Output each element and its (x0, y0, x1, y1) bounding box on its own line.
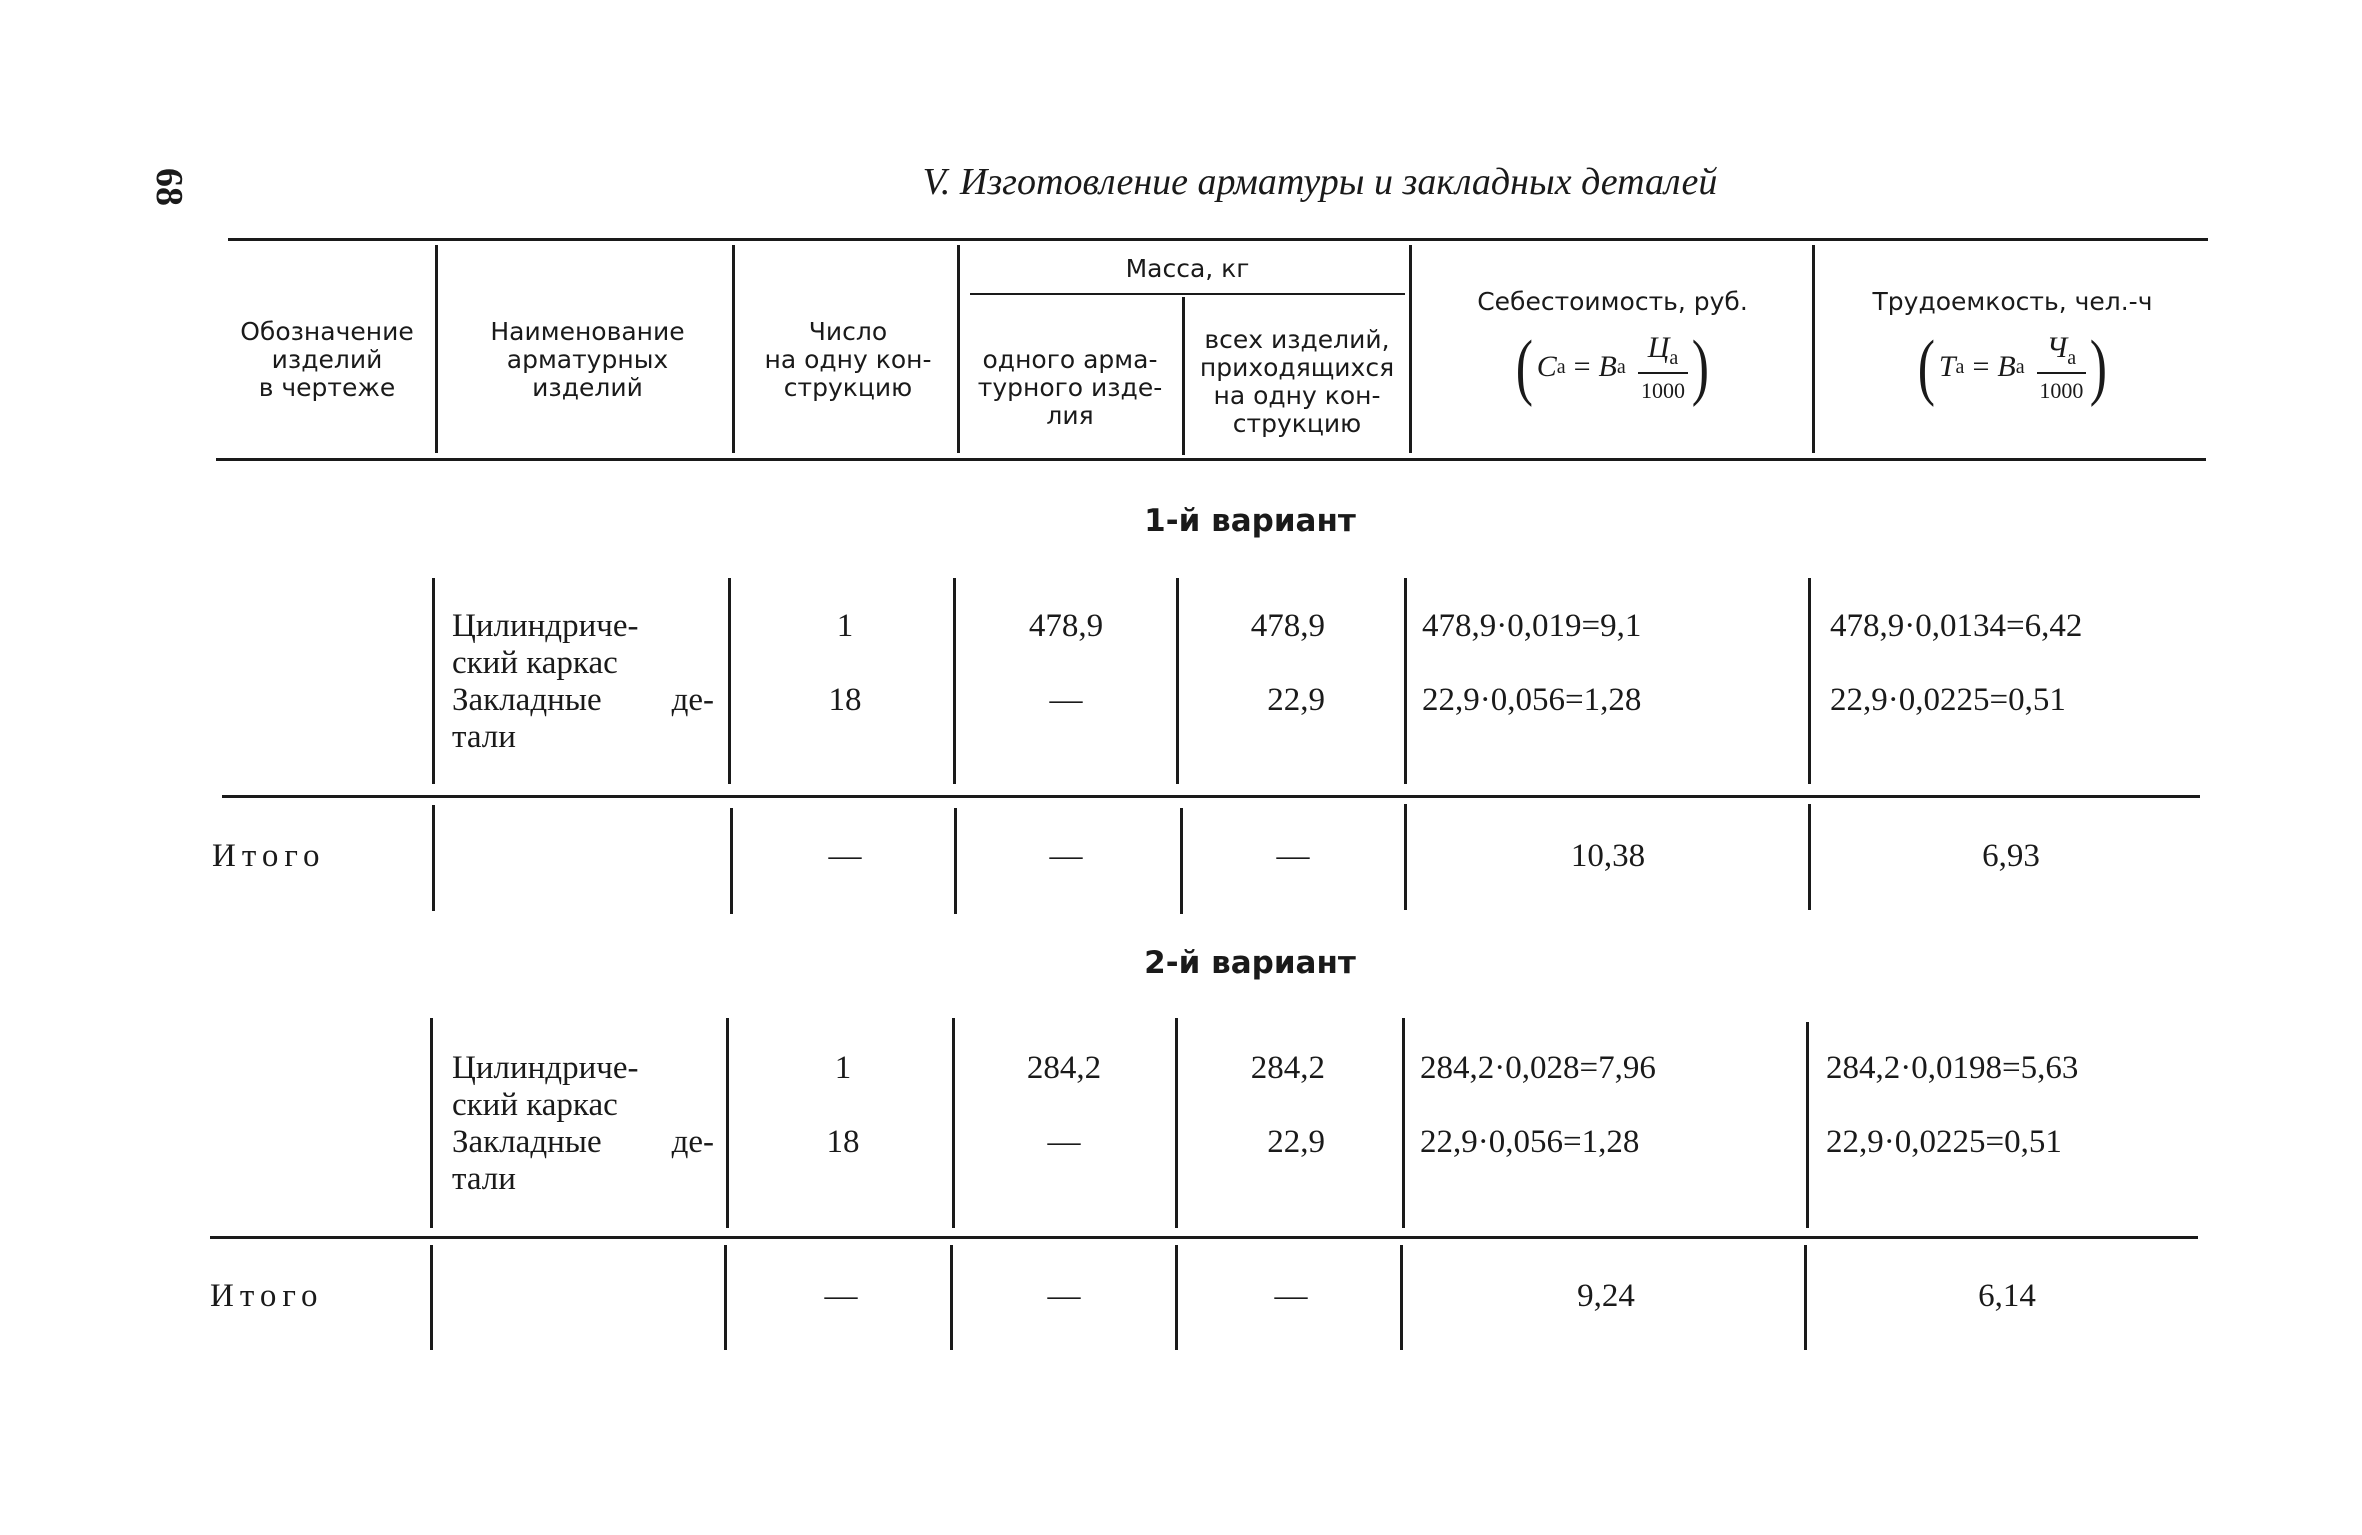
header-divider (1409, 245, 1412, 453)
header-cost-title: Себестоимость, руб. (1477, 287, 1748, 316)
total-mass-one: — (1047, 1278, 1081, 1314)
row-mass-one: 478,9 (1028, 608, 1104, 644)
header-designation: Обозначение изделий в чертеже (240, 317, 414, 402)
body-divider (1175, 1245, 1178, 1350)
row-mass-all: 478,9 (1250, 608, 1325, 644)
row-mass-all: 284,2 (1250, 1050, 1325, 1086)
total-rule (222, 795, 2200, 798)
body-divider (953, 578, 956, 784)
body-divider (1404, 578, 1407, 784)
body-divider (430, 1245, 433, 1350)
header-mass-group: Масса, кг (1125, 254, 1250, 283)
row-count: 1 (836, 608, 854, 644)
page-number: 68 (148, 168, 190, 206)
row-cost: 284,2·0,028=7,96 (1420, 1050, 1656, 1086)
row-name: Цилиндриче- ский каркас (452, 608, 639, 681)
total-cost: 9,24 (1577, 1278, 1635, 1314)
total-labor: 6,14 (1978, 1278, 2036, 1314)
header-bottom-rule (216, 458, 2206, 461)
body-divider (1180, 808, 1183, 914)
row-labor: 22,9·0,0225=0,51 (1826, 1124, 2062, 1160)
row-labor: 478,9·0,0134=6,42 (1830, 608, 2083, 644)
row-labor: 284,2·0,0198=5,63 (1826, 1050, 2079, 1086)
body-divider (1400, 1245, 1403, 1350)
body-divider (1808, 804, 1811, 910)
total-label: Итого (210, 1278, 324, 1314)
row-cost: 22,9·0,056=1,28 (1420, 1124, 1640, 1160)
header-mass-all: всех изделий, приходящихся на одну кон- струкцию (1199, 325, 1395, 438)
total-count: — (824, 1278, 858, 1314)
header-divider (1812, 245, 1815, 453)
header-mass-one: одного арма- турного изде- лия (977, 345, 1163, 430)
row-count: 18 (826, 1124, 860, 1160)
row-cost: 478,9·0,019=9,1 (1422, 608, 1642, 644)
header-name: Наименование арматурных изделий (490, 317, 685, 402)
header-labor-title: Трудоемкость, чел.-ч (1872, 287, 2153, 316)
total-cost: 10,38 (1570, 838, 1646, 874)
header-divider (957, 245, 960, 453)
header-cost-formula: ( С а = В а $\frac{Ц_а}{1000}$ ) (1515, 326, 1710, 408)
row-mass-all: 22,9 (1267, 1124, 1325, 1160)
body-divider (1404, 804, 1407, 910)
running-title: V. Изготовление арматуры и закладных деталей (922, 161, 1718, 203)
body-divider (730, 808, 733, 914)
total-mass-one: — (1049, 838, 1083, 874)
row-name: Цилиндриче- ский каркас (452, 1050, 639, 1123)
row-count: 1 (834, 1050, 852, 1086)
body-divider (954, 808, 957, 914)
total-count: — (828, 838, 862, 874)
row-name: Закладные де- тали (452, 1124, 714, 1197)
total-label: Итого (212, 838, 326, 874)
row-name: Закладные де- тали (452, 682, 714, 755)
body-divider (432, 578, 435, 784)
body-divider (432, 805, 435, 911)
body-divider (430, 1018, 433, 1228)
row-mass-one: — (1049, 682, 1083, 718)
row-cost: 22,9·0,056=1,28 (1422, 682, 1642, 718)
body-divider (1804, 1245, 1807, 1350)
header-divider (732, 245, 735, 453)
body-divider (1176, 578, 1179, 784)
header-divider (435, 245, 438, 453)
total-mass-all: — (1274, 1278, 1308, 1314)
body-divider (1808, 578, 1811, 784)
row-count: 18 (828, 682, 862, 718)
mass-group-rule (970, 293, 1405, 295)
row-mass-one: — (1047, 1124, 1081, 1160)
body-divider (1175, 1018, 1178, 1228)
row-mass-all: 22,9 (1267, 682, 1325, 718)
row-mass-one: 284,2 (1026, 1050, 1102, 1086)
header-divider (1182, 297, 1185, 455)
header-labor-formula: ( Т а = В а $\frac{Ч_а}{1000}$ ) (1917, 326, 2108, 408)
total-mass-all: — (1276, 838, 1310, 874)
variant-title: 2-й вариант (1144, 945, 1356, 981)
body-divider (952, 1018, 955, 1228)
variant-title: 1-й вариант (1144, 503, 1356, 539)
total-labor: 6,93 (1982, 838, 2040, 874)
header-top-rule (228, 238, 2208, 241)
body-divider (950, 1245, 953, 1350)
header-count: Число на одну кон- струкцию (764, 317, 932, 402)
body-divider (1806, 1022, 1809, 1228)
body-divider (1402, 1018, 1405, 1228)
total-rule (210, 1236, 2198, 1239)
body-divider (724, 1245, 727, 1350)
body-divider (726, 1018, 729, 1228)
row-labor: 22,9·0,0225=0,51 (1830, 682, 2066, 718)
body-divider (728, 578, 731, 784)
